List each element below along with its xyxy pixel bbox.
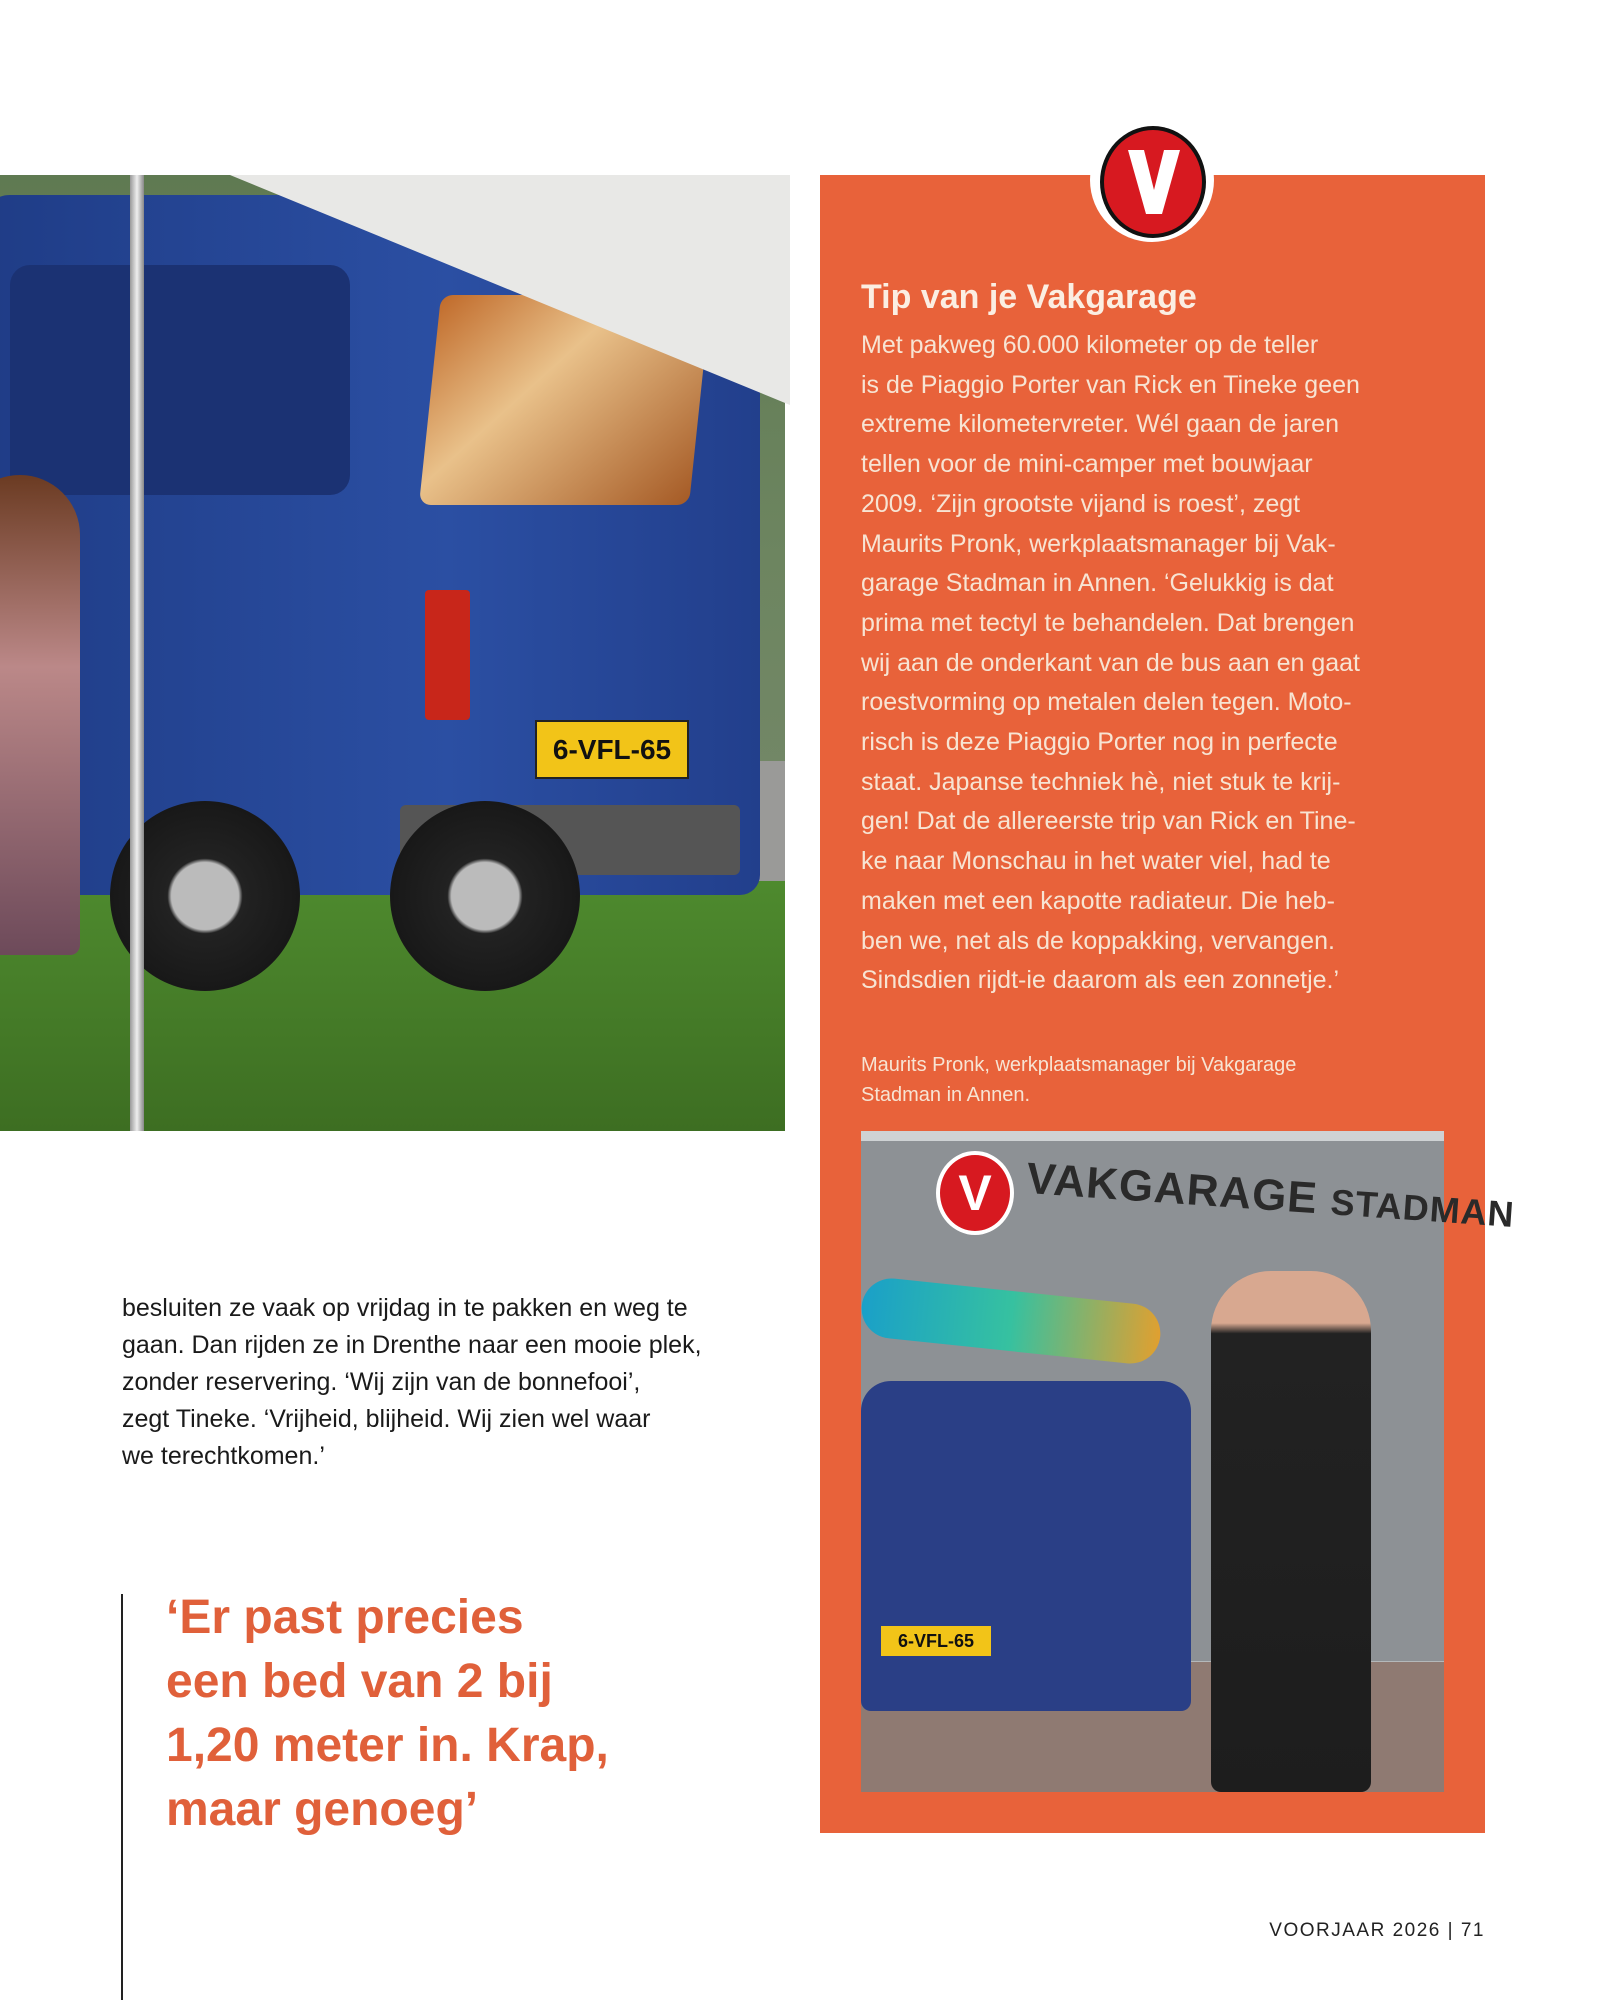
person bbox=[1211, 1271, 1371, 1792]
text-line: Sindsdien rijdt-ie daarom als een zonnetje.’ bbox=[861, 966, 1340, 995]
sign-text: VAKGARAGE bbox=[1024, 1153, 1320, 1224]
quote-line: ‘Er past precies bbox=[166, 1591, 524, 1644]
vakgarage-logo-icon bbox=[1090, 118, 1214, 242]
text-line: maken met een kapotte radiateur. Die heb- bbox=[861, 886, 1335, 915]
text-line: garage Stadman in Annen. ‘Gelukkig is dat bbox=[861, 569, 1334, 598]
license-plate: 6-VFL-65 bbox=[535, 720, 689, 779]
article-paragraph bbox=[122, 1290, 772, 1475]
text-line: gen! Dat de allereerste trip van Rick en Tine- bbox=[861, 807, 1356, 836]
text-line: prima met tectyl te behandelen. Dat brengen bbox=[861, 608, 1355, 637]
text-line: ben we, net als de koppakking, vervangen. bbox=[861, 926, 1335, 955]
caption-line: Maurits Pronk, werkplaatsmanager bij Vakgarage bbox=[861, 1054, 1297, 1076]
photo-caption bbox=[861, 1050, 1296, 1110]
quote-line: 1,20 meter in. Krap, bbox=[166, 1719, 609, 1772]
van-side-panel bbox=[10, 265, 350, 495]
text-line: we terechtkomen.’ bbox=[122, 1442, 325, 1470]
tip-title: Tip van je Vakgarage bbox=[861, 278, 1197, 316]
garage-photo bbox=[861, 1131, 1517, 1792]
text-line: Met pakweg 60.000 kilometer op de teller bbox=[861, 331, 1319, 359]
text-line: tellen voor de mini-camper met bouwjaar bbox=[861, 450, 1313, 479]
license-plate: 6-VFL-65 bbox=[881, 1626, 991, 1656]
text-line: 2009. ‘Zijn grootste vijand is roest’, zegt bbox=[861, 489, 1301, 518]
text-line: Maurits Pronk, werkplaatsmanager bij Vak- bbox=[861, 529, 1336, 558]
garage-logo-icon: V bbox=[936, 1151, 1014, 1235]
person bbox=[0, 475, 80, 955]
text-line: gaan. Dan rijden ze in Drenthe naar een mooie plek, bbox=[122, 1331, 702, 1359]
caption-line: Stadman in Annen. bbox=[861, 1084, 1031, 1106]
quote-line: een bed van 2 bij bbox=[166, 1655, 553, 1708]
tip-text bbox=[861, 326, 1360, 1001]
text-line: zegt Tineke. ‘Vrijheid, blijheid. Wij zien wel waar bbox=[122, 1405, 651, 1433]
text-line: extreme kilometervreter. Wél gaan de jaren bbox=[861, 410, 1339, 439]
wheel bbox=[390, 801, 580, 991]
v-mark-icon bbox=[1104, 132, 1200, 228]
text-line: wij aan de onderkant van de bus aan en gaat bbox=[861, 648, 1360, 677]
text-line: risch is deze Piaggio Porter nog in perfecte bbox=[861, 728, 1338, 757]
text-line: ke naar Monschau in het water viel, had te bbox=[861, 847, 1331, 876]
van bbox=[861, 1381, 1191, 1711]
awning-pole bbox=[130, 175, 144, 1131]
text-line: roestvorming op metalen delen tegen. Moto- bbox=[861, 688, 1352, 717]
camper-photo bbox=[0, 175, 785, 1131]
text-line: zonder reservering. ‘Wij zijn van de bonnefooi’, bbox=[122, 1368, 641, 1396]
pull-quote bbox=[166, 1586, 609, 1842]
quote-rule bbox=[121, 1594, 123, 2000]
page-footer: VOORJAAR 2026 | 71 bbox=[1269, 1920, 1485, 1941]
text-line: besluiten ze vaak op vrijdag in te pakken en weg te bbox=[122, 1294, 688, 1322]
quote-line: maar genoeg’ bbox=[166, 1783, 479, 1836]
van-tail-light bbox=[425, 590, 470, 720]
text-line: staat. Japanse techniek hè, niet stuk te krij- bbox=[861, 767, 1341, 796]
sign-text: STADMAN bbox=[1329, 1181, 1517, 1236]
text-line: is de Piaggio Porter van Rick en Tineke geen bbox=[861, 370, 1360, 399]
